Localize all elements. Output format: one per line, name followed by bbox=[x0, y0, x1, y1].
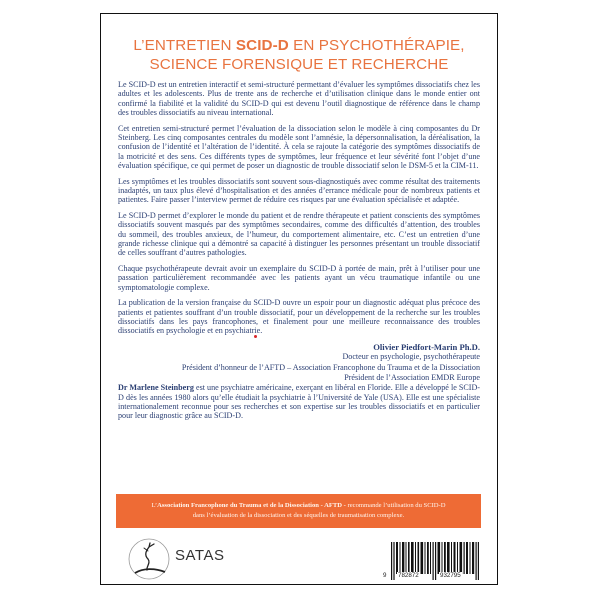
paragraph: Les symptômes et les troubles dissociatifs sont souvent sous-diagnostiqués avec comme résultat des traitements inadaptés, un taux plus élevé d’hospitalisation et des années d’errance médicale pour de nombreux patients et patientes. Faire passer l’interview permet de réduire ces risques par une évaluation spécialisée et adaptée. bbox=[118, 176, 480, 205]
author-bio-text: est une psychiatre américaine, exerçant en libéral en Floride. Elle a développé le SCID-D dès les années 1980 alors qu’elle étudiait la psychiatrie à l’Université de Yale (USA). Elle est une spécialiste internationalement reconnue pour ses recherches et son expertise sur les troubles dissociatifs et en particulier pour leur diagnostic grâce au SCID-D. bbox=[118, 383, 480, 421]
red-marker-dot bbox=[254, 335, 257, 338]
blurb bbox=[118, 80, 480, 427]
signature-name: Olivier Piedfort-Marin Ph.D. bbox=[373, 342, 480, 353]
endorsement-prefix: L’ bbox=[151, 502, 158, 509]
paragraph: Le SCID-D permet d’explorer le monde du patient et de rendre thérapeute et patient conscients des symptômes dissociatifs souvent masqués par des symptômes secondaires, comme des difficultés d’attention, des troubles du sommeil, des troubles anxieux, de l’humeur, du comportement alimentaire, etc. C’est un entretien d’une grande richesse clinique qui a démontré sa capacité à distinguer les personnes présentant un trouble dissociatif de celles souffrant d’autres pathologies. bbox=[118, 211, 480, 258]
author-bio bbox=[118, 383, 480, 420]
endorsement-org: Association Francophone du Trauma et de la Dissociation - AFTD - bbox=[157, 502, 346, 509]
isbn-prefix: 9 bbox=[383, 572, 387, 579]
dancer-figure-in-circle-icon bbox=[127, 537, 171, 581]
title-prefix: L’ENTRETIEN bbox=[133, 37, 236, 54]
signature-block bbox=[118, 342, 480, 383]
isbn-group-2: 932795 bbox=[440, 572, 461, 579]
paragraph: Le SCID-D est un entretien interactif et semi-structuré permettant d’évaluer les symptômes dissociatifs chez les adultes et les adolescents. Plus de trente ans de recherche et d’utilisation clinique dans le monde entier ont confirmé la fiabilité et la validité du SCID-D qui est devenu l’outil diagnostique de référence dans le champ des troubles dissociatifs au niveau international. bbox=[118, 80, 480, 118]
title-line-1 bbox=[101, 36, 497, 55]
title-bold: SCID-D bbox=[235, 37, 289, 54]
endorsement-line-2: dans l’évaluation de la dissociation et des séquelles de traumatisation complexe. bbox=[192, 511, 405, 519]
isbn-group-1: 782872 bbox=[398, 572, 419, 579]
publisher-name: SATAS bbox=[175, 547, 225, 564]
endorsement-line-1 bbox=[116, 501, 481, 511]
signature-title-1: Docteur en psychologie, psychothérapeute bbox=[342, 352, 480, 362]
title-suffix: EN PSYCHOTHÉRAPIE, bbox=[288, 37, 465, 54]
paragraph: La publication de la version française du SCID-D ouvre un espoir pour un diagnostic adéquat plus précoce des patients et patientes souffrant d’un trouble dissociatif, pour un développement de la recherche sur les troubles dissociatifs dans les pays francophones, et finalement pour une meilleure reconnaissance des troubles dissociatifs en psychologie et en psychiatrie. bbox=[118, 298, 480, 336]
book-title bbox=[101, 36, 497, 74]
endorsement-suffix: recommande l’utilisation du SCID-D bbox=[345, 502, 446, 509]
endorsement-banner bbox=[116, 494, 481, 528]
book-back-cover bbox=[100, 13, 498, 585]
author-name: Dr Marlene Steinberg bbox=[118, 383, 194, 393]
title-line-2: SCIENCE FORENSIQUE ET RECHERCHE bbox=[149, 56, 449, 73]
paragraph: Chaque psychothérapeute devrait avoir un exemplaire du SCID-D à portée de main, prêt à l’utiliser pour une passation particulièrement recommandée avec les patients ayant un vécu traumatique infantile ou une symptomatologie complexe. bbox=[118, 264, 480, 292]
signature-title-2: Président d’honneur de l’AFTD – Association Francophone du Trauma et de la Dissociation bbox=[181, 362, 480, 372]
paragraph: Cet entretien semi-structuré permet l’évaluation de la dissociation selon le modèle à cinq composantes du Dr Steinberg. Les cinq composantes centrales du modèle sont l’amnésie, la dépersonnalisation, la déréalisation, la confusion de l’identité et l’altération de l’identité. À cela se rajoute la catégorie des symptômes dissociatifs de la motricité et des sens. Ces différents types de symptômes, leur fréquence et leur sévérité font l’objet d’une évaluation spécifique, ce qui permet de poser un diagnostic de trouble dissociatif selon le DSM-5 et la CIM-11. bbox=[118, 123, 480, 171]
signature-title-3: Président de l’Association EMDR Europe bbox=[344, 372, 480, 382]
